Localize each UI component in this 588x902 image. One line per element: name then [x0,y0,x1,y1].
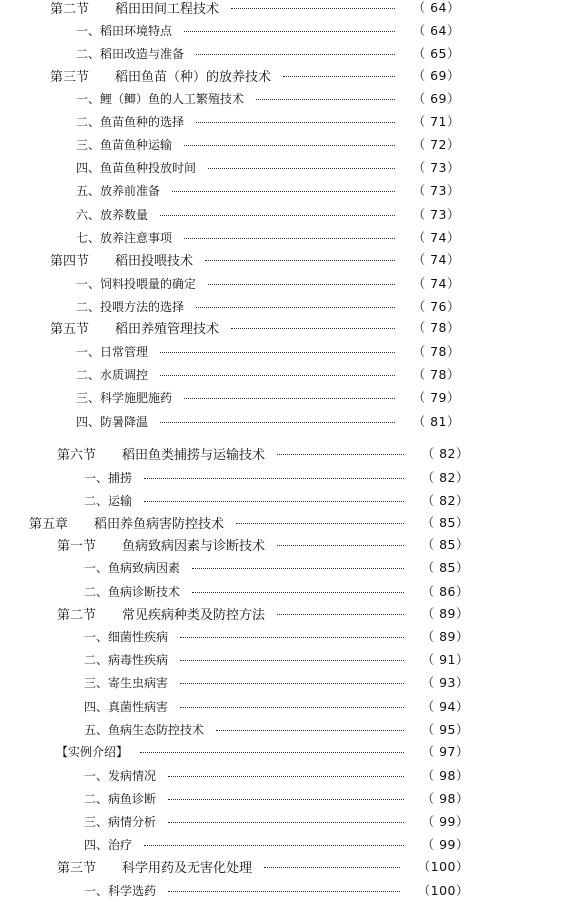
toc-label: 一、日常管理 [76,344,149,359]
toc-page: （ 85） [421,515,469,530]
toc-page: （ 98） [421,768,469,783]
dot-leader [236,523,404,524]
toc-label: 二、病毒性疾病 [84,652,169,667]
toc-label: 第四节 稻田投喂技术 [50,253,194,269]
toc-page: （ 95） [421,722,469,737]
toc-page: （ 85） [421,560,469,575]
toc-label: 一、稻田环境特点 [76,23,173,38]
toc-label: 二、鱼病诊断技术 [84,584,181,599]
toc-page: （ 79） [412,390,460,405]
toc-section[interactable] [57,443,469,463]
toc-label: 第一节 鱼病致病因素与诊断技术 [57,538,266,554]
toc-item[interactable] [76,204,460,224]
toc-label: 三、病情分析 [84,814,157,829]
dot-leader [256,99,395,100]
dot-leader [168,891,400,892]
toc-section[interactable] [50,317,460,337]
dot-leader [160,375,395,376]
toc-item[interactable] [76,387,460,407]
toc-item[interactable] [76,227,460,247]
toc-label: 四、防暑降温 [76,414,149,429]
toc-page: （ 82） [421,446,469,461]
toc-label: 二、稻田改造与准备 [76,46,185,61]
toc-label: 二、病鱼诊断 [84,791,157,806]
dot-leader [144,478,404,479]
toc-page: （ 78） [412,367,460,382]
toc-item[interactable] [76,273,460,293]
dot-leader [180,707,404,708]
dot-leader [208,168,395,169]
toc-item[interactable] [76,134,460,154]
toc-section[interactable] [50,0,460,17]
toc-item[interactable] [84,880,469,900]
toc-page: （ 89） [421,629,469,644]
toc-page: （ 98） [421,791,469,806]
toc-label: 第五章 稻田养鱼病害防控技术 [29,516,225,532]
toc-page: （100） [417,859,469,874]
toc-label: 一、细菌性疾病 [84,629,169,644]
dot-leader [196,122,395,123]
toc-item[interactable] [84,719,469,739]
dot-leader [140,752,404,753]
dot-leader [208,284,395,285]
toc-page: （ 64） [412,0,460,15]
toc-page: （ 99） [421,837,469,852]
toc-label: 七、放养注意事项 [76,230,173,245]
toc-item[interactable] [76,341,460,361]
toc-label: 一、鲤（鲫）鱼的人工繁殖技术 [76,91,245,106]
toc-section[interactable] [57,603,469,623]
toc-item[interactable] [84,649,469,669]
toc-label: 第二节 常见疾病种类及防控方法 [57,607,266,623]
toc-label: 一、饲料投喂量的确定 [76,276,197,291]
toc-label: 一、科学选药 [84,883,157,898]
toc-item[interactable] [76,43,460,63]
toc-page: （ 89） [421,606,469,621]
dot-leader [231,328,395,329]
dot-leader [184,398,395,399]
toc-label: 四、鱼苗鱼种投放时间 [76,160,197,175]
dot-leader [205,260,395,261]
toc-label: 五、鱼病生态防控技术 [84,722,205,737]
toc-label: 二、鱼苗鱼种的选择 [76,114,185,129]
toc-label: 第三节 科学用药及无害化处理 [57,860,253,876]
toc-page: （ 82） [421,493,469,508]
toc-page: （ 78） [412,344,460,359]
toc-item[interactable] [76,364,460,384]
toc-page: （ 65） [412,46,460,61]
toc-label: 五、放养前准备 [76,183,161,198]
toc-item[interactable] [84,581,469,601]
dot-leader [231,8,395,9]
toc-page: （ 99） [421,814,469,829]
toc-page: （ 72） [412,137,460,152]
dot-leader [192,592,404,593]
dot-leader [277,545,404,546]
toc-item[interactable] [84,788,469,808]
toc-label: 三、科学施肥施药 [76,390,173,405]
dot-leader [168,799,404,800]
toc-label: 第五节 稻田养殖管理技术 [50,321,220,337]
toc-label: 第二节 稻田田间工程技术 [50,1,220,17]
toc-item[interactable] [76,111,460,131]
toc-page: （ 82） [421,470,469,485]
toc-section[interactable] [57,534,469,554]
dot-leader [264,867,400,868]
toc-page: （ 78） [412,320,460,335]
toc-section[interactable] [50,249,460,269]
dot-leader [184,238,395,239]
toc-page: （ 74） [412,252,460,267]
toc-label: 一、发病情况 [84,768,157,783]
toc-page: （ 76） [412,299,460,314]
toc-page: （ 85） [421,537,469,552]
toc-section[interactable] [57,856,469,876]
toc-item[interactable] [84,811,469,831]
toc-item[interactable] [84,557,469,577]
toc-page: （ 73） [412,160,460,175]
dot-leader [160,422,395,423]
dot-leader [168,822,404,823]
toc-item[interactable] [76,157,460,177]
toc-item[interactable] [84,626,469,646]
dot-leader [160,352,395,353]
toc-label: 六、放养数量 [76,207,149,222]
toc-page: （ 73） [412,183,460,198]
toc-item[interactable] [84,467,469,487]
dot-leader [196,54,395,55]
dot-leader [168,776,404,777]
toc-label: 一、鱼病致病因素 [84,560,181,575]
dot-leader [184,145,395,146]
dot-leader [144,845,404,846]
toc-label: 二、运输 [84,493,133,508]
toc-item[interactable] [84,765,469,785]
toc-label: 一、捕捞 [84,470,133,485]
toc-label: 二、投喂方法的选择 [76,299,185,314]
toc-item[interactable] [84,834,469,854]
toc-page: （ 64） [412,23,460,38]
dot-leader [277,614,404,615]
dot-leader [180,637,404,638]
dot-leader [192,568,404,569]
toc-page: （ 86） [421,584,469,599]
dot-leader [184,31,395,32]
toc-item[interactable] [76,20,460,40]
toc-page: （ 74） [412,276,460,291]
toc-label: 四、真菌性病害 [84,699,169,714]
dot-leader [283,76,395,77]
toc-page: （ 97） [421,744,469,759]
toc-item[interactable] [84,696,469,716]
toc-case-study[interactable] [56,741,469,761]
toc-chapter[interactable] [29,512,469,532]
toc-page: （ 94） [421,699,469,714]
toc-page: （ 93） [421,675,469,690]
toc-page: （ 81） [412,414,460,429]
dot-leader [180,683,404,684]
dot-leader [160,215,395,216]
toc-page: （ 73） [412,207,460,222]
toc-section[interactable] [50,65,460,85]
toc-page: （ 91） [421,652,469,667]
dot-leader [216,730,404,731]
dot-leader [172,191,395,192]
dot-leader [277,454,404,455]
toc-item[interactable] [76,411,460,431]
toc-label: 第三节 稻田鱼苗（种）的放养技术 [50,69,272,85]
toc-page: （ 74） [412,230,460,245]
toc-page: （ 69） [412,68,460,83]
toc-item[interactable] [84,672,469,692]
toc-item[interactable] [84,490,469,510]
toc-label: 【实例介绍】 [56,744,129,759]
toc-item[interactable] [76,88,460,108]
toc-item[interactable] [76,296,460,316]
dot-leader [144,501,404,502]
toc-label: 四、治疗 [84,837,133,852]
dot-leader [180,660,404,661]
toc-page: （ 71） [412,114,460,129]
toc-label: 第六节 稻田鱼类捕捞与运输技术 [57,447,266,463]
toc-page: （100） [417,883,469,898]
toc-page: （ 69） [412,91,460,106]
dot-leader [196,307,395,308]
toc-label: 二、水质调控 [76,367,149,382]
toc-label: 三、鱼苗鱼种运输 [76,137,173,152]
toc-item[interactable] [76,180,460,200]
toc-label: 三、寄生虫病害 [84,675,169,690]
